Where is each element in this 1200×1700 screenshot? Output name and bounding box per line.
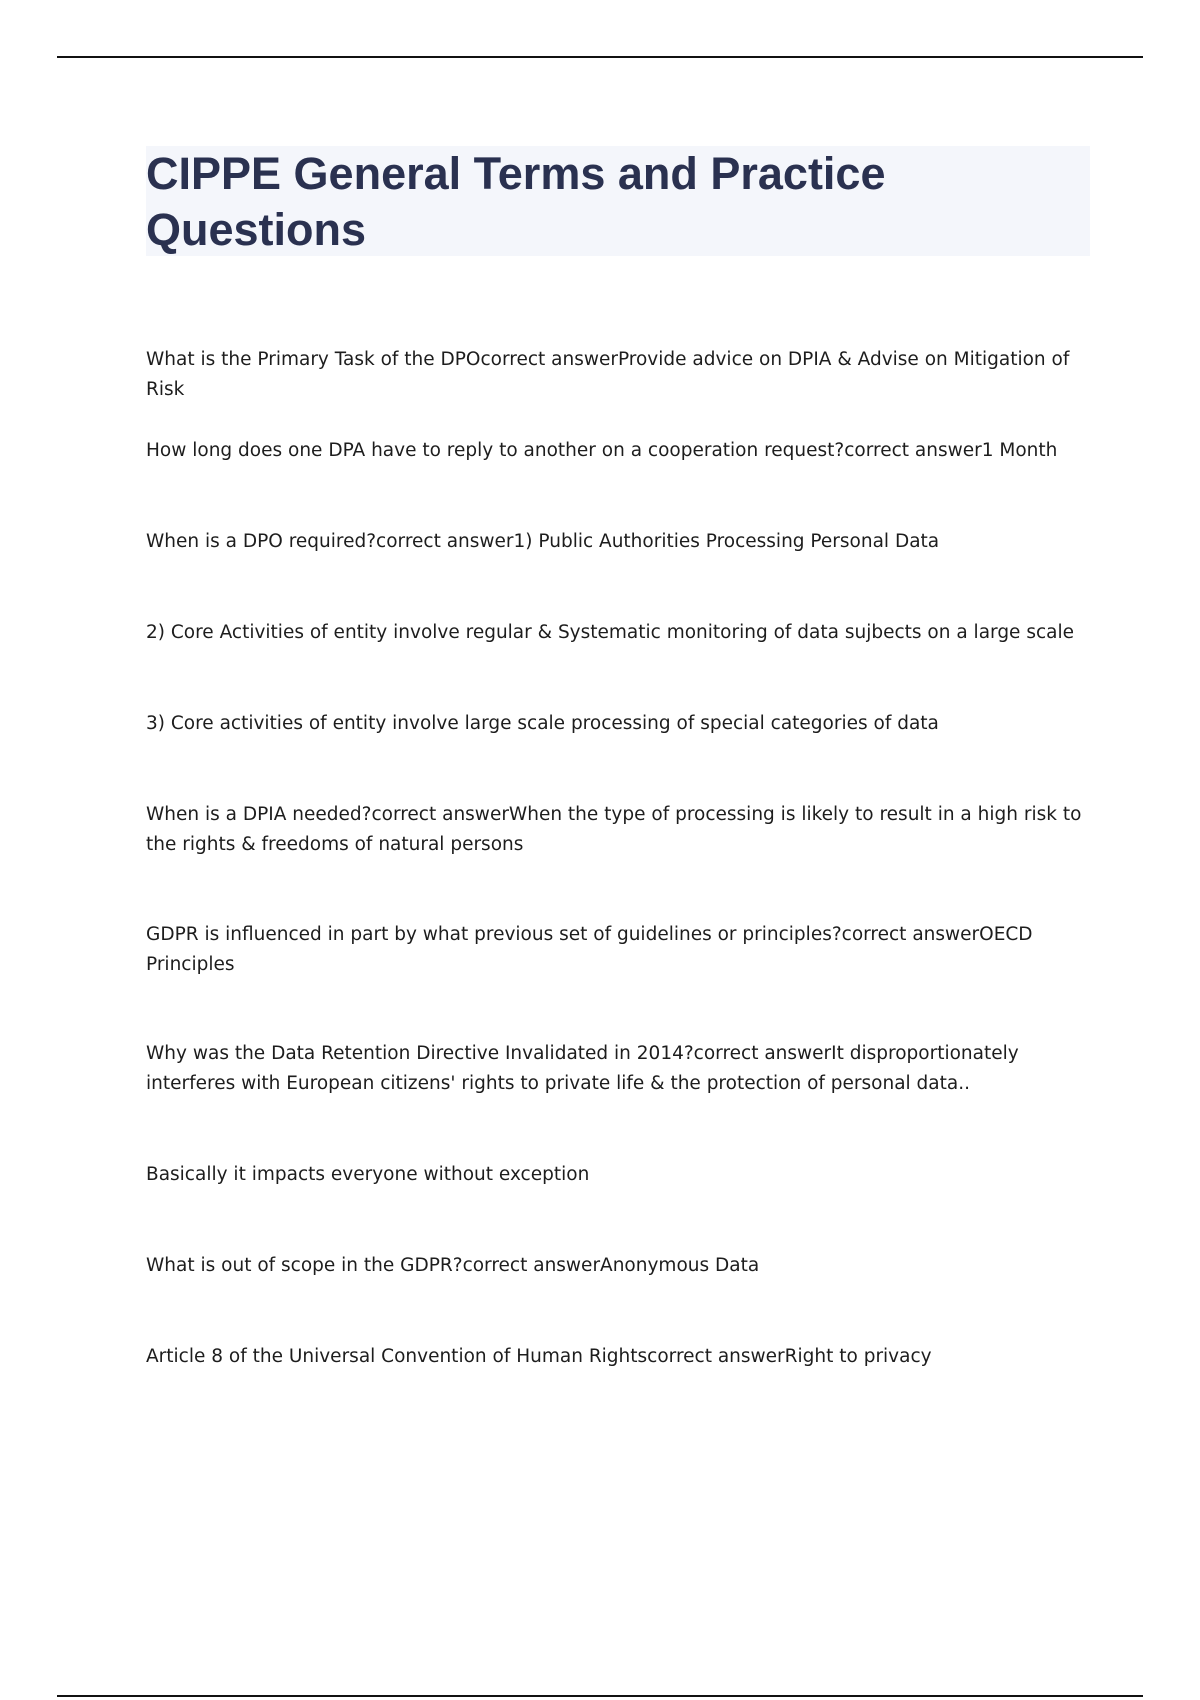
qa-paragraph-8: Why was the Data Retention Directive Invalidated in 2014?correct answerIt disproportionately interferes with European citizens' rights to private life & the protection of personal data.. bbox=[146, 1043, 1019, 1094]
qa-paragraph-6: When is a DPIA needed?correct answerWhen the type of processing is likely to result in a high risk to the rights & freedoms of natural persons bbox=[146, 804, 1082, 855]
qa-paragraph-9: Basically it impacts everyone without exception bbox=[146, 1164, 590, 1185]
qa-paragraph-5: 3) Core activities of entity involve large scale processing of special categories of data bbox=[146, 713, 939, 734]
top-rule bbox=[57, 56, 1143, 58]
qa-paragraph-10: What is out of scope in the GDPR?correct answerAnonymous Data bbox=[146, 1255, 760, 1276]
qa-paragraph-7: GDPR is influenced in part by what previous set of guidelines or principles?correct answerOECD Principles bbox=[146, 924, 1033, 975]
document-title: CIPPE General Terms and Practice Questions bbox=[146, 148, 886, 255]
qa-paragraph-4: 2) Core Activities of entity involve regular & Systematic monitoring of data sujbects on a large scale bbox=[146, 622, 1074, 643]
title-block bbox=[146, 146, 1090, 256]
qa-paragraph-1: What is the Primary Task of the DPOcorrect answerProvide advice on DPIA & Advise on Mitigation of Risk bbox=[146, 349, 1070, 400]
qa-paragraph-3: When is a DPO required?correct answer1) Public Authorities Processing Personal Data bbox=[146, 531, 940, 552]
qa-paragraph-2: How long does one DPA have to reply to another on a cooperation request?correct answer1 Month bbox=[146, 440, 1058, 461]
bottom-rule bbox=[57, 1695, 1143, 1697]
qa-paragraph-11: Article 8 of the Universal Convention of Human Rightscorrect answerRight to privacy bbox=[146, 1346, 932, 1367]
